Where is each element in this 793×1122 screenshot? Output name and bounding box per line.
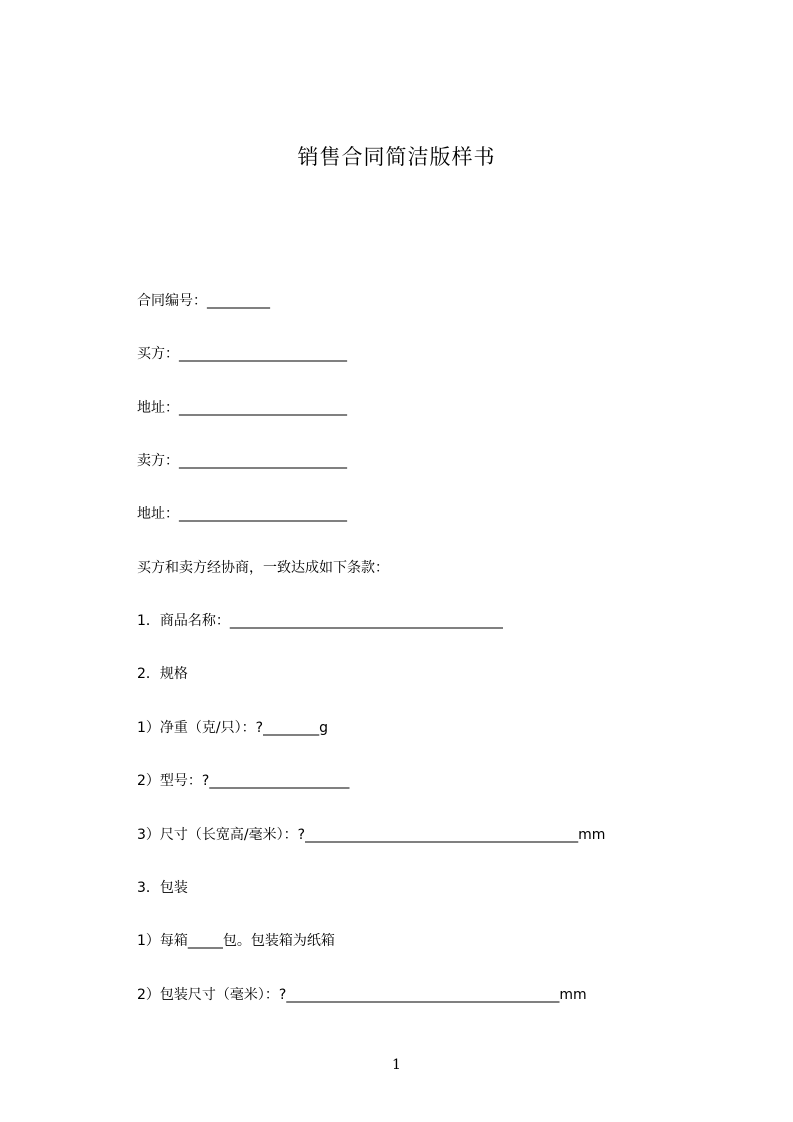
dimensions-blank: _______________________________________ xyxy=(305,827,579,843)
package-size-unit: mm xyxy=(559,987,587,1003)
net-weight-unit: g xyxy=(319,720,328,736)
package-size-blank: _______________________________________ xyxy=(286,987,560,1003)
item-net-weight xyxy=(137,718,328,738)
buyer-address-line xyxy=(137,398,347,418)
contract-number-line xyxy=(137,291,270,311)
contract-number-blank: _________ xyxy=(207,293,270,309)
product-name-blank: _______________________________________ xyxy=(229,613,503,629)
buyer-address-blank: ________________________ xyxy=(179,400,347,416)
net-weight-blank: ________ xyxy=(263,720,320,736)
seller-label: 卖方： xyxy=(137,453,179,469)
seller-address-line xyxy=(137,504,347,524)
section-specification: 2．规格 xyxy=(137,666,188,682)
dimensions-unit: mm xyxy=(578,827,606,843)
seller-address-blank: ________________________ xyxy=(179,506,347,522)
item-per-box xyxy=(137,931,335,951)
item-dimensions xyxy=(137,825,605,845)
section-packaging: 3．包装 xyxy=(137,880,188,896)
page-number: 1 xyxy=(392,1057,401,1073)
dimensions-label: 3）尺寸（长宽高/毫米）：? xyxy=(137,827,306,843)
agreement-statement: 买方和卖方经协商，一致达成如下条款： xyxy=(137,560,389,576)
per-box-prefix: 1）每箱 xyxy=(137,933,188,949)
per-box-blank: _____ xyxy=(187,933,223,949)
contract-number-label: 合同编号： xyxy=(137,293,207,309)
per-box-suffix: 包。包装箱为纸箱 xyxy=(222,933,335,949)
buyer-address-label: 地址： xyxy=(137,400,179,416)
seller-line xyxy=(137,451,347,471)
item-model xyxy=(137,771,349,791)
seller-address-label: 地址： xyxy=(137,506,179,522)
buyer-line xyxy=(137,344,347,364)
net-weight-label: 1）净重（克/只）：? xyxy=(137,720,264,736)
package-size-label: 2）包装尺寸（毫米）：? xyxy=(137,987,287,1003)
document-title: 销售合同简洁版样书 xyxy=(297,145,496,169)
buyer-label: 买方： xyxy=(137,346,179,362)
model-blank: ____________________ xyxy=(209,773,350,789)
item-package-size xyxy=(137,985,587,1005)
buyer-blank: ________________________ xyxy=(179,346,347,362)
product-name-label: 1．商品名称： xyxy=(137,613,230,629)
item-product-name xyxy=(137,611,503,631)
model-label: 2）型号：? xyxy=(137,773,210,789)
seller-blank: ________________________ xyxy=(179,453,347,469)
